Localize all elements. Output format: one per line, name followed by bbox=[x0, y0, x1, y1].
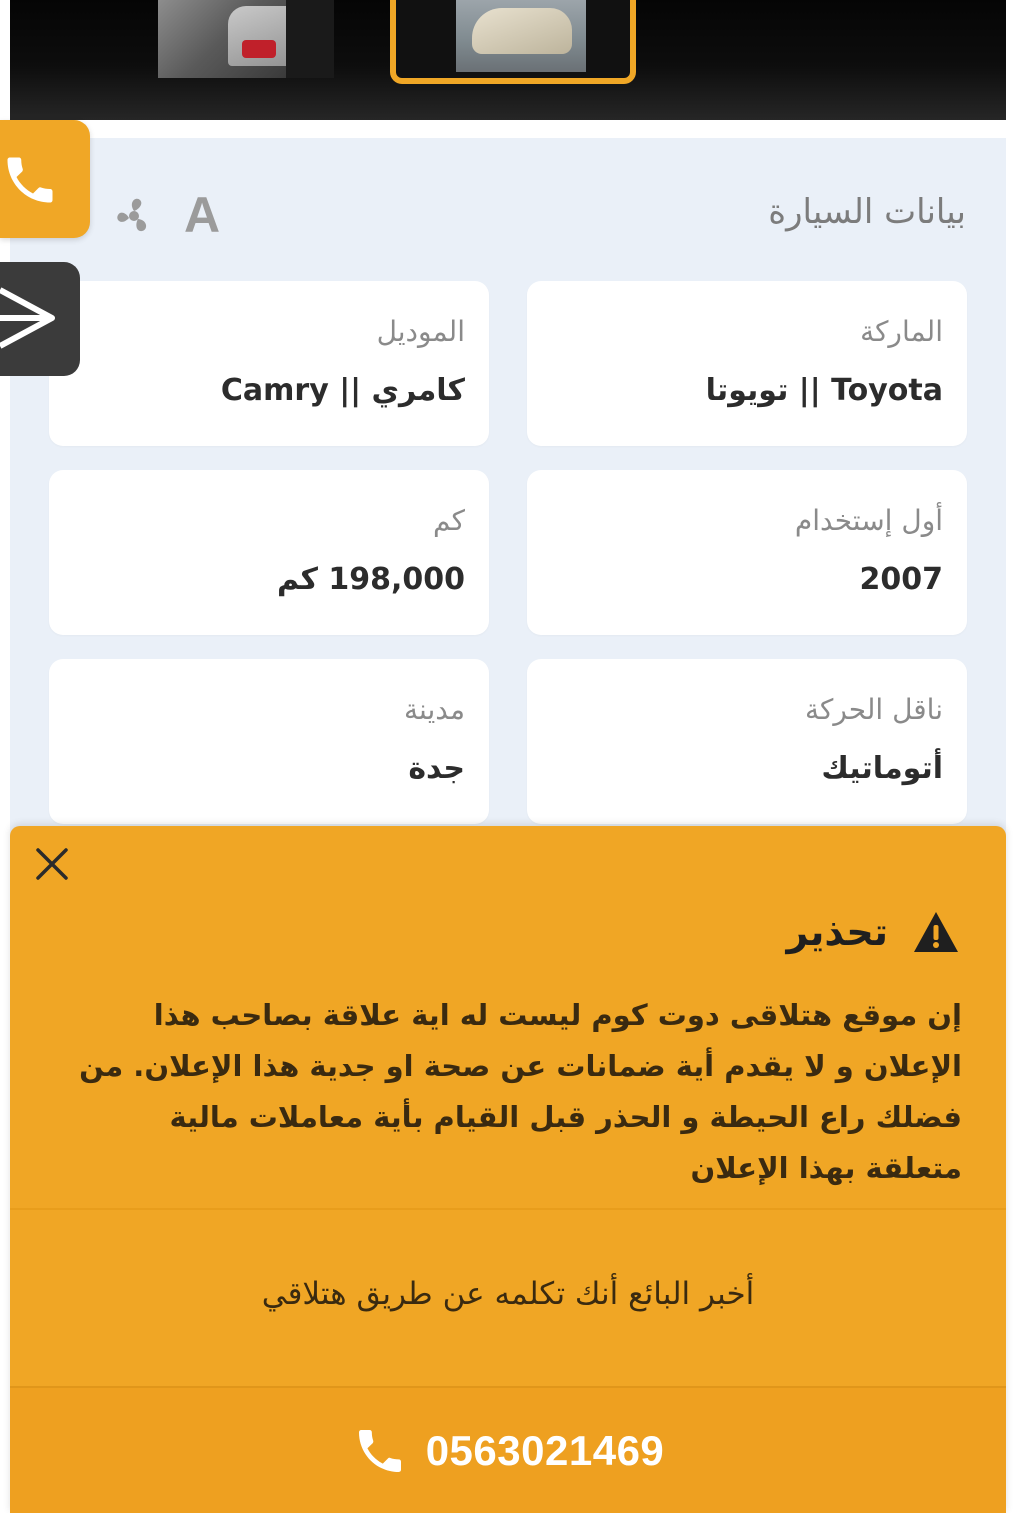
floating-share-button[interactable] bbox=[0, 262, 80, 376]
fan-icon[interactable] bbox=[110, 192, 158, 250]
gallery-thumbnail-selected[interactable] bbox=[390, 0, 636, 84]
field-card-model bbox=[49, 281, 489, 446]
warning-title: تحذير bbox=[786, 910, 888, 954]
warning-triangle-icon bbox=[912, 910, 960, 954]
field-value: Toyota || تويوتا bbox=[705, 373, 943, 408]
field-card-city bbox=[49, 659, 489, 824]
field-value: أتوماتيك bbox=[821, 751, 943, 786]
field-value: 2007 bbox=[859, 562, 943, 597]
field-label: أول إستخدام bbox=[794, 504, 943, 537]
field-label: الماركة bbox=[860, 315, 943, 348]
warning-sheet bbox=[10, 826, 1006, 1513]
share-icon bbox=[0, 284, 62, 354]
field-label: كم bbox=[433, 504, 465, 537]
call-seller-button[interactable] bbox=[10, 1388, 1006, 1513]
divider bbox=[10, 1208, 1006, 1210]
gallery-thumbnail[interactable] bbox=[158, 0, 334, 78]
field-label: الموديل bbox=[376, 315, 465, 348]
close-button[interactable] bbox=[32, 844, 72, 884]
tell-seller-text: أخبر البائع أنك تكلمه عن طريق هتلاقي bbox=[261, 1276, 755, 1312]
field-value: جدة bbox=[408, 751, 465, 786]
floating-call-button[interactable] bbox=[0, 120, 90, 238]
section-title: بيانات السيارة bbox=[768, 192, 966, 232]
field-value: 198,000 كم bbox=[276, 562, 465, 597]
font-style-icon[interactable]: A bbox=[184, 187, 221, 243]
warning-message: إن موقع هتلاقى دوت كوم ليست له اية علاقة بصاحب هذا الإعلان و لا يقدم أية ضمانات عن صحة او جدية هذا الإعلان. من فضلك راع الحيطة و الحذر قبل القيام بأية معاملات مالية متعلقة بهذا الإعلان bbox=[79, 998, 962, 1185]
field-card-first-use bbox=[527, 470, 967, 635]
car-image bbox=[456, 0, 586, 72]
image-gallery bbox=[10, 0, 1006, 120]
field-card-brand bbox=[527, 281, 967, 446]
warning-header bbox=[786, 904, 960, 960]
phone-icon bbox=[0, 150, 60, 210]
car-taillight-image bbox=[242, 40, 276, 58]
phone-icon bbox=[352, 1423, 408, 1479]
phone-number: 0563021469 bbox=[425, 1426, 665, 1474]
field-value: كامري || Camry bbox=[220, 373, 465, 408]
field-label: مدينة bbox=[404, 693, 465, 726]
field-card-transmission bbox=[527, 659, 967, 824]
close-icon bbox=[32, 844, 72, 884]
field-label: ناقل الحركة bbox=[805, 693, 943, 726]
field-card-mileage bbox=[49, 470, 489, 635]
